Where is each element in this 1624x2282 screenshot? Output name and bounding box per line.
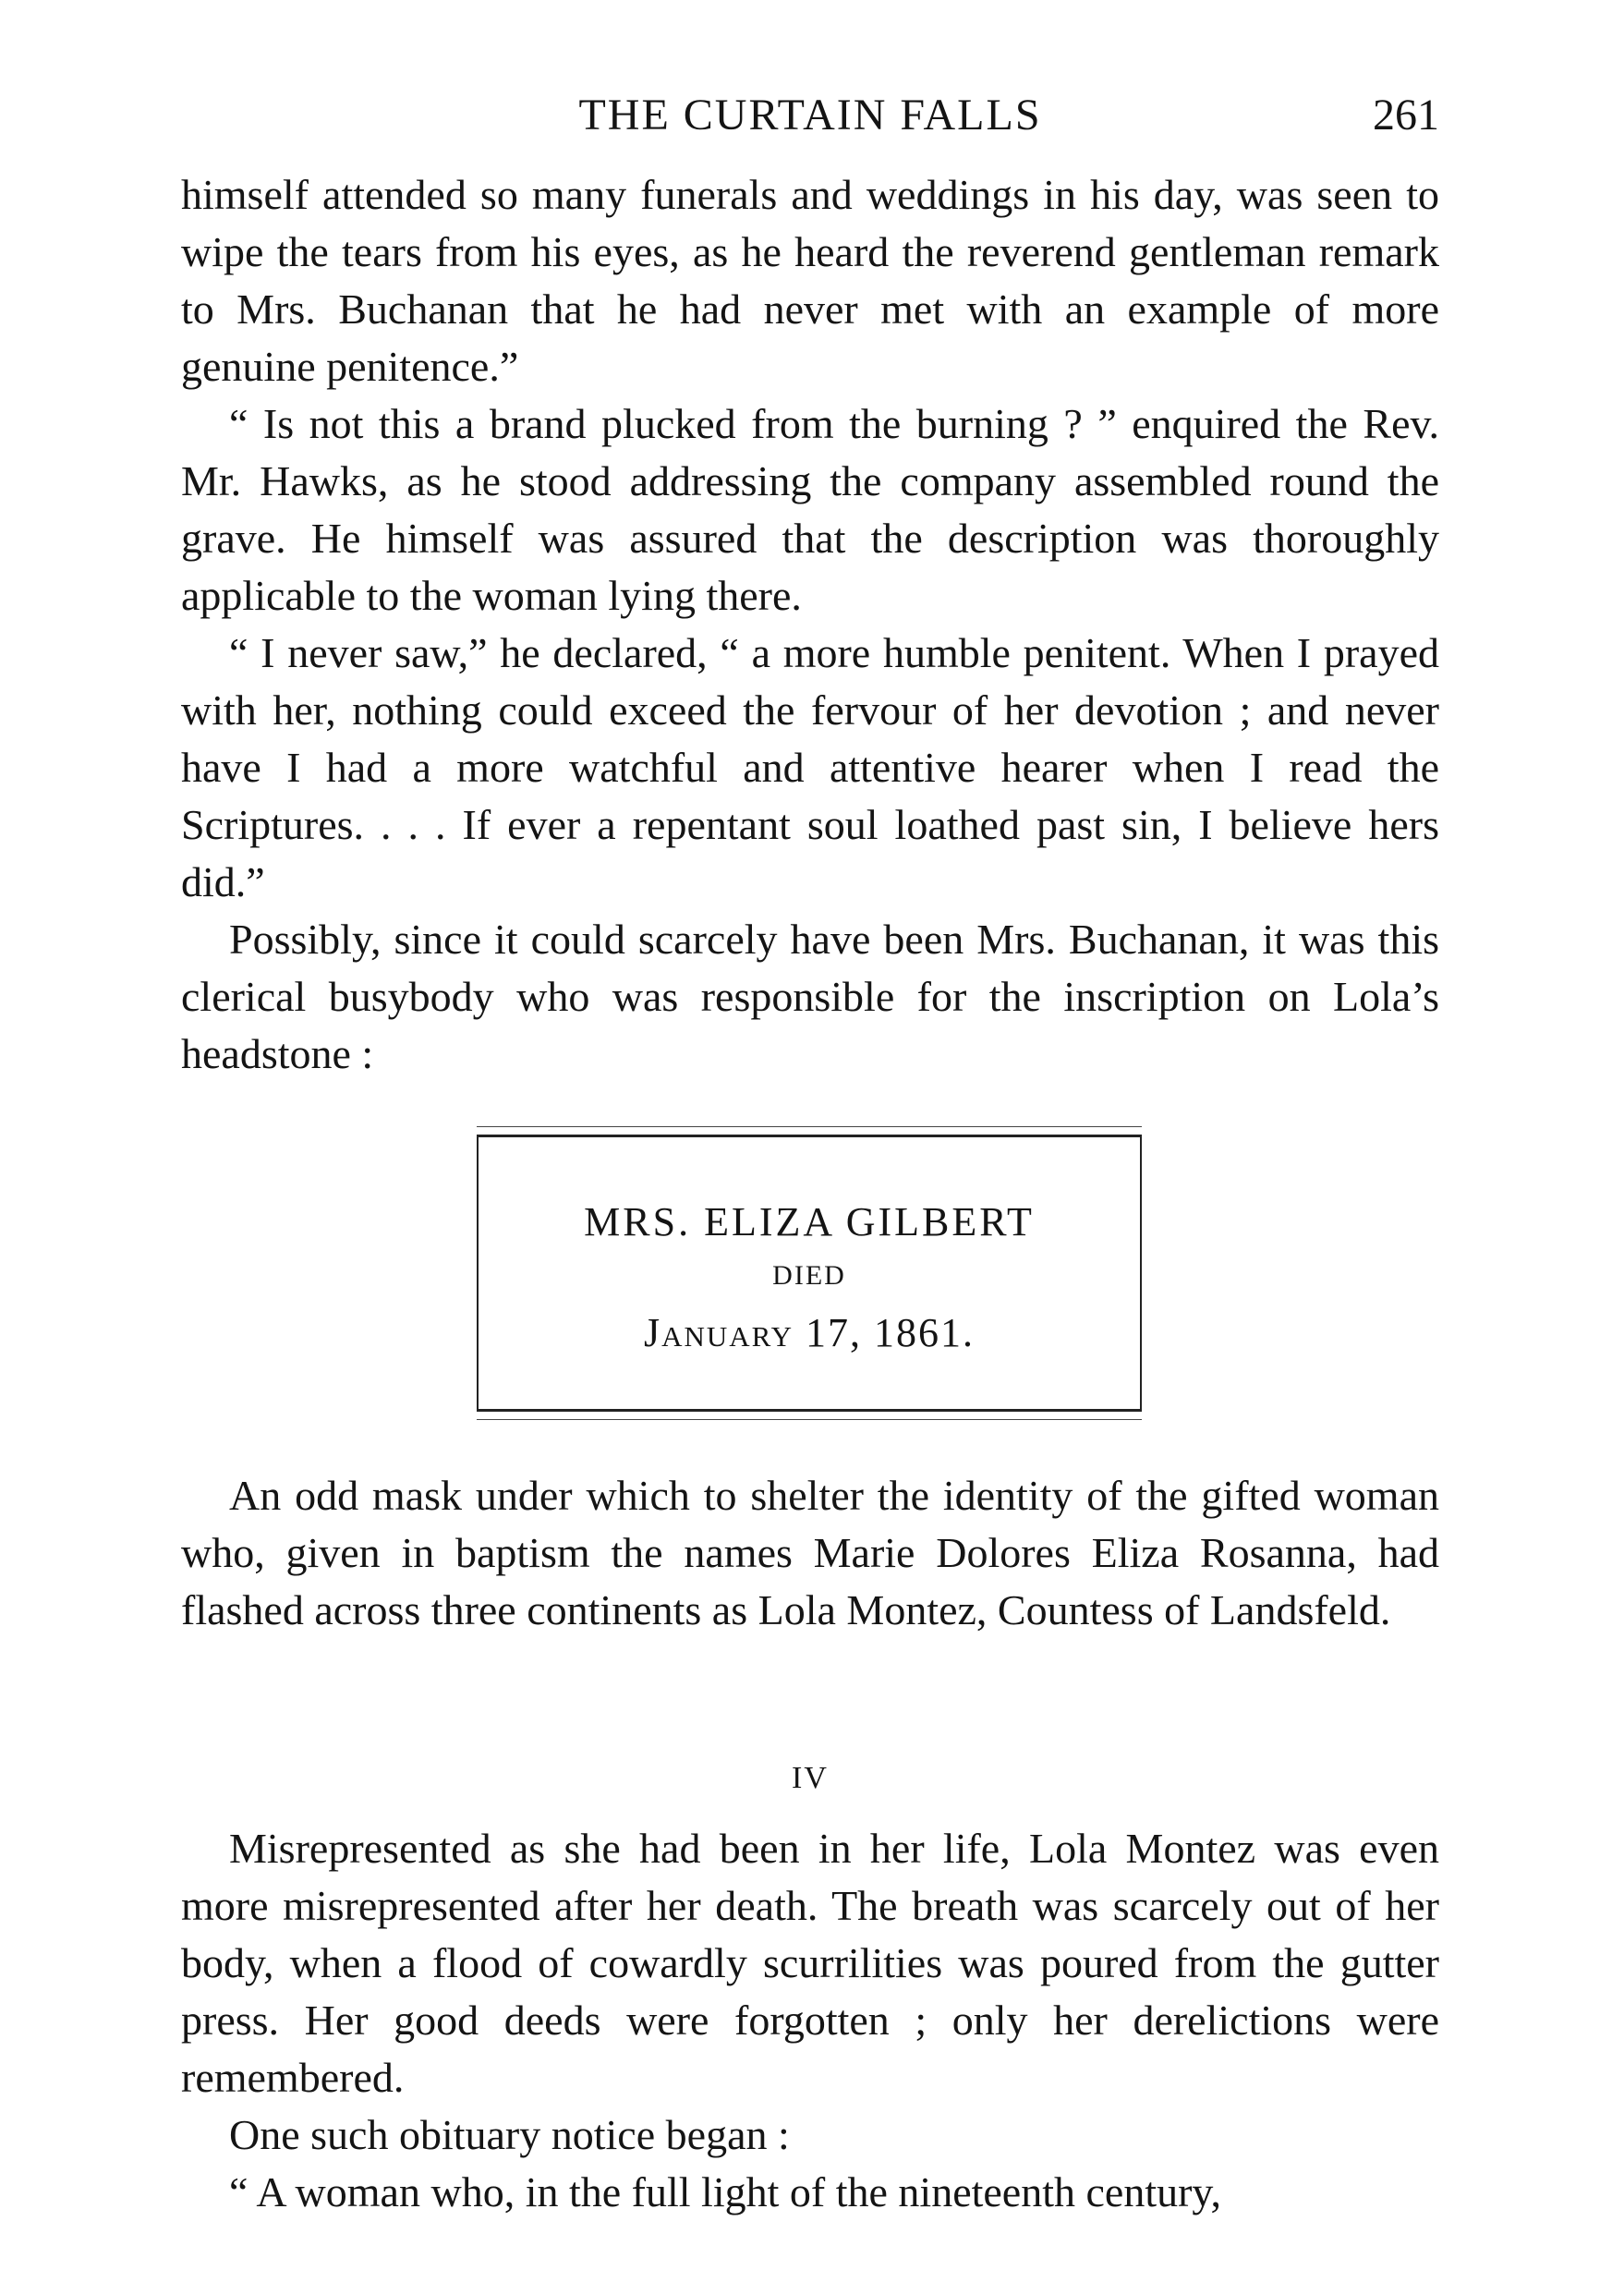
paragraph: himself attended so many funerals and weddings in his day, was seen to wipe the tears from his eyes, as he heard the reverend gentleman remark to Mrs. Buchanan that he had never met with an example of more genuine penitence.” bbox=[181, 171, 1439, 390]
post-inscription-text bbox=[181, 1467, 1439, 1639]
section-numeral: IV bbox=[792, 1761, 829, 1795]
paragraph: “ I never saw,” he declared, “ a more humble penitent. When I prayed with her, nothing could exceed the fervour of her devotion ; and never have I had a more watchful and attentive hearer when I read the Scriptures. . . . If ever a repentant soul loathed past sin, I believe hers did.” bbox=[181, 629, 1439, 905]
paragraph: “ Is not this a brand plucked from the burning ? ” enquired the Rev. Mr. Hawks, as he stood addressing the company assembled round the grave. He himself was assured that the description was thoroughly applicable to the woman lying there. bbox=[181, 400, 1439, 619]
running-title: THE CURTAIN FALLS bbox=[578, 91, 1042, 140]
section-text bbox=[181, 1820, 1439, 2221]
paragraph: “ A woman who, in the full light of the nineteenth century, bbox=[229, 2168, 1221, 2215]
running-head bbox=[181, 83, 1439, 148]
headstone-inscription-box bbox=[477, 1135, 1142, 1412]
opening-text bbox=[181, 166, 1439, 1083]
inscription-name: MRS. ELIZA GILBERT bbox=[584, 1199, 1035, 1244]
inscription-died: DIED bbox=[772, 1260, 846, 1291]
paragraph: An odd mask under which to shelter the identity of the gifted woman who, given in baptism the names Marie Dolores Eliza Rosanna, had flashed across three continents as Lola Montez, Countess of Landsfeld. bbox=[181, 1472, 1439, 1633]
paragraph: Possibly, since it could scarcely have been Mrs. Buchanan, it was this clerical busybody who was responsible for the inscription on Lola’s headstone : bbox=[181, 916, 1439, 1077]
inscription-date: January 17, 1861. bbox=[643, 1310, 976, 1355]
paragraph: One such obituary notice began : bbox=[229, 2111, 790, 2158]
paragraph: Misrepresented as she had been in her life, Lola Montez was even more misrepresented after her death. The breath was scarcely out of her body, when a flood of cowardly scurrilities was poured from the gutter press. Her good deeds were forgotten ; only her derelictions were remembered. bbox=[181, 1825, 1439, 2101]
page-number: 261 bbox=[1373, 91, 1439, 140]
